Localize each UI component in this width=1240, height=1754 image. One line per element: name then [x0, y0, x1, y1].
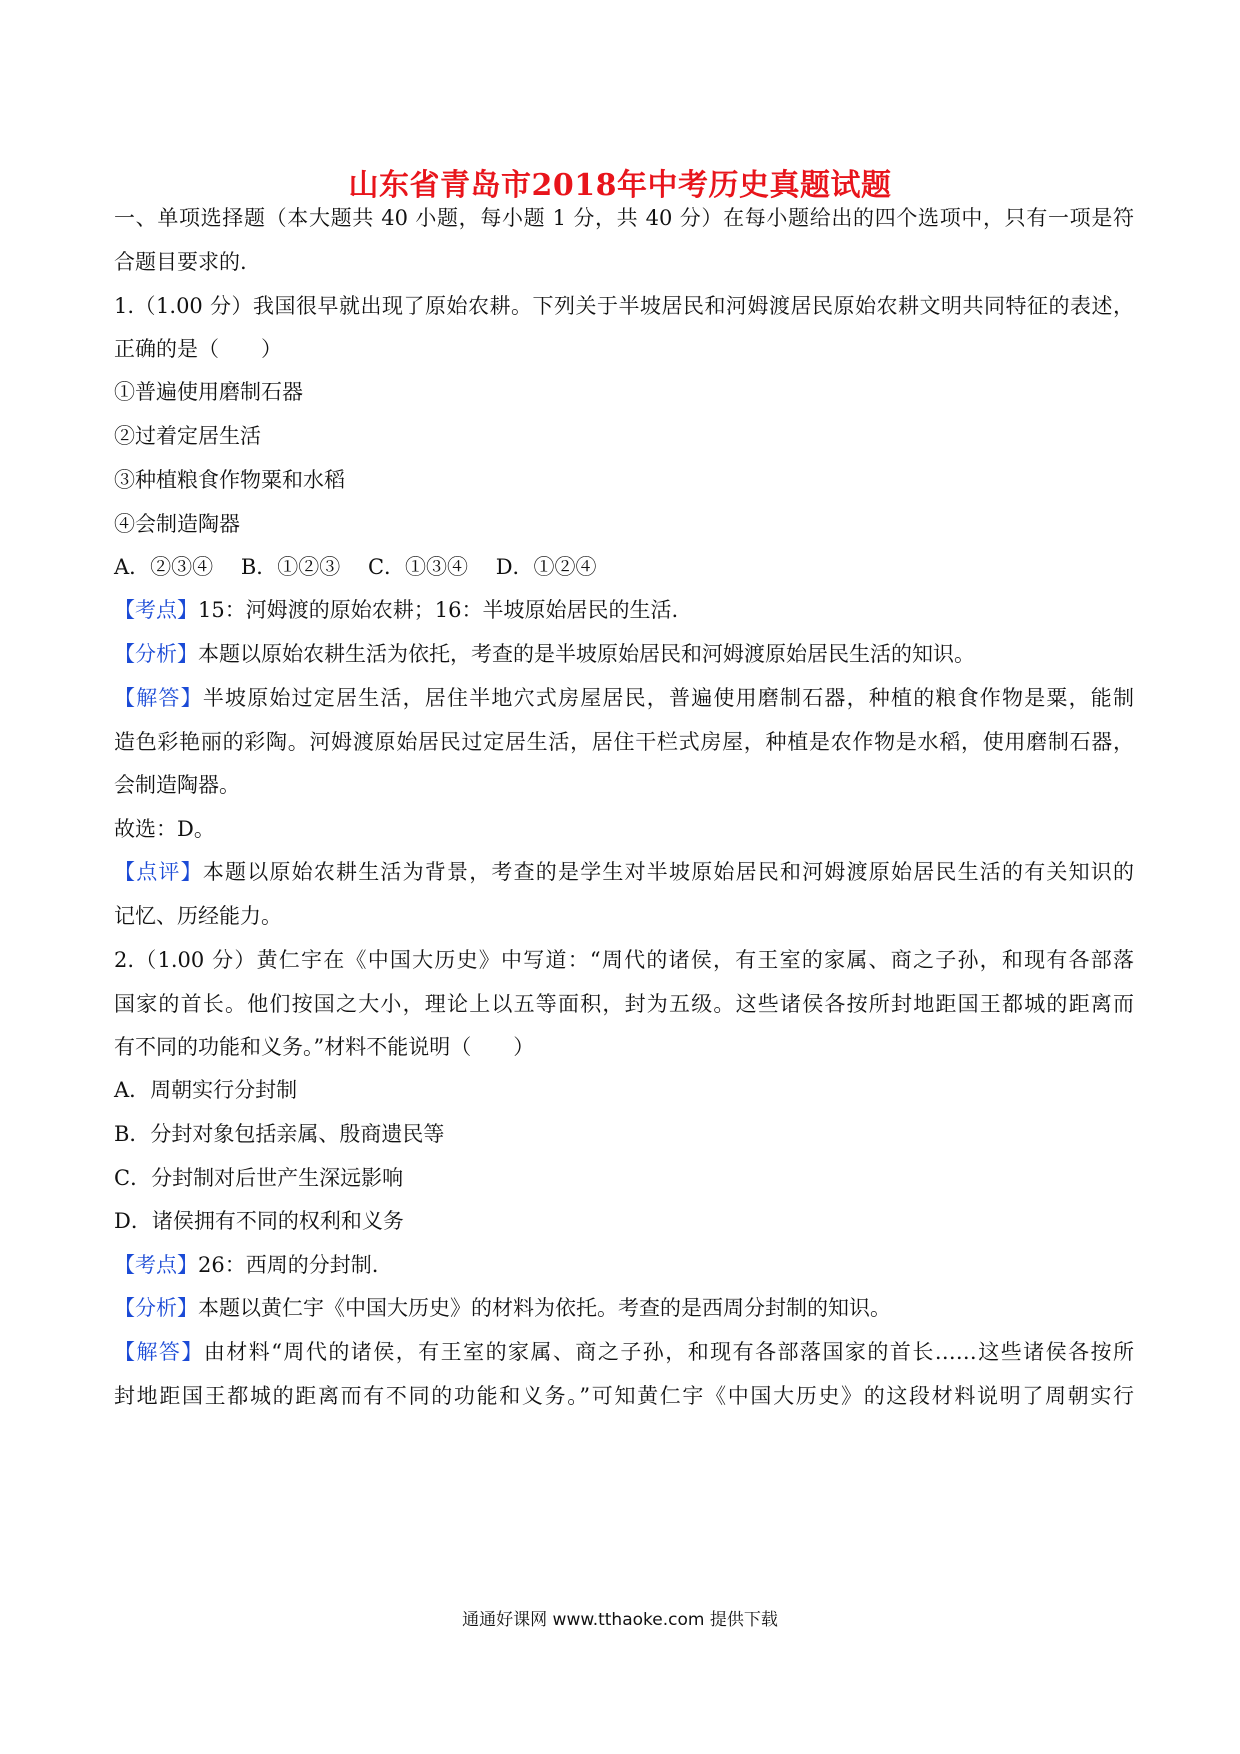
kaodian-tag: 【考点】 — [114, 598, 198, 622]
kaodian-text: 26：西周的分封制. — [198, 1253, 379, 1277]
jieda-tag: 【解答】 — [114, 686, 203, 710]
q1-jieda-line-3: 会制造陶器。 — [114, 773, 240, 797]
jieda-text: 半坡原始过定居生活，居住半地穴式房屋居民，普遍使用磨制石器，种植的粮食作物是粟，能制 — [202, 686, 1135, 710]
q1-item-2: ②过着定居生活 — [114, 424, 261, 448]
q2-stem-line-1: 2.（1.00 分）黄仁宇在《中国大历史》中写道：“周代的诸侯，有王室的家属、商之子孙，和现有各部落 — [114, 948, 1134, 972]
kaodian-tag: 【考点】 — [114, 1253, 198, 1277]
q2-stem-line-2: 国家的首长。他们按国之大小，理论上以五等面积，封为五级。这些诸侯各按所封地距国王都城的距离而 — [114, 992, 1134, 1016]
q1-jieda-line-2: 造色彩艳丽的彩陶。河姆渡原始居民过定居生活，居住干栏式房屋，种植是农作物是水稻，使用磨制石器， — [114, 730, 1134, 754]
page-footer: 通通好课网 www.tthaoke.com 提供下载 — [462, 1610, 778, 1630]
q1-stem-line-2: 正确的是（ ） — [114, 337, 282, 361]
q2-kaodian — [114, 1251, 1134, 1279]
section-intro-line-1: 一、单项选择题（本大题共 40 小题，每小题 1 分，共 40 分）在每小题给出的四个选项中，只有一项是符 — [114, 206, 1134, 230]
q2-option-a: A．周朝实行分封制 — [114, 1078, 298, 1102]
q1-dianping-line-1 — [114, 858, 1134, 886]
q2-fenxi — [114, 1294, 1134, 1322]
q1-options: A．②③④ B．①②③ C．①③④ D．①②④ — [114, 555, 597, 579]
q2-option-b: B．分封对象包括亲属、殷商遗民等 — [114, 1122, 445, 1146]
q1-stem-line-1: 1.（1.00 分）我国很早就出现了原始农耕。下列关于半坡居民和河姆渡居民原始农耕文明共同特征的表述， — [114, 294, 1134, 318]
q2-jieda-line-2: 封地距国王都城的距离而有不同的功能和义务。”可知黄仁宇《中国大历史》的这段材料说明了周朝实行 — [114, 1384, 1134, 1408]
q2-jieda-line-1 — [114, 1338, 1134, 1366]
jieda-tag: 【解答】 — [114, 1340, 204, 1364]
q2-stem-line-3: 有不同的功能和义务。”材料不能说明（ ） — [114, 1035, 535, 1059]
document-title: 山东省青岛市2018年中考历史真题试题 — [348, 168, 892, 203]
q2-option-d: D．诸侯拥有不同的权利和义务 — [114, 1209, 404, 1233]
section-intro-line-2: 合题目要求的. — [114, 250, 247, 274]
q1-jieda-line-1 — [114, 684, 1134, 712]
jieda-text: 由材料“周代的诸侯，有王室的家属、商之子孙，和现有各部落国家的首长……这些诸侯各按所 — [203, 1340, 1134, 1364]
fenxi-tag: 【分析】 — [114, 1296, 198, 1320]
q1-item-3: ③种植粮食作物粟和水稻 — [114, 468, 345, 492]
q1-fenxi — [114, 640, 1134, 668]
kaodian-text: 15：河姆渡的原始农耕；16：半坡原始居民的生活. — [198, 598, 679, 622]
q1-item-1: ①普遍使用磨制石器 — [114, 380, 303, 404]
fenxi-tag: 【分析】 — [114, 642, 198, 666]
q1-answer: 故选：D。 — [114, 817, 215, 841]
fenxi-text: 本题以黄仁宇《中国大历史》的材料为依托。考查的是西周分封制的知识。 — [198, 1296, 891, 1320]
q1-item-4: ④会制造陶器 — [114, 512, 240, 536]
q1-dianping-line-2: 记忆、历经能力。 — [114, 904, 282, 928]
dianping-text: 本题以原始农耕生活为背景，考查的是学生对半坡原始居民和河姆渡原始居民生活的有关知识的 — [202, 860, 1135, 884]
q1-kaodian — [114, 596, 1134, 624]
fenxi-text: 本题以原始农耕生活为依托，考查的是半坡原始居民和河姆渡原始居民生活的知识。 — [198, 642, 975, 666]
q2-option-c: C．分封制对后世产生深远影响 — [114, 1166, 404, 1190]
dianping-tag: 【点评】 — [114, 860, 203, 884]
